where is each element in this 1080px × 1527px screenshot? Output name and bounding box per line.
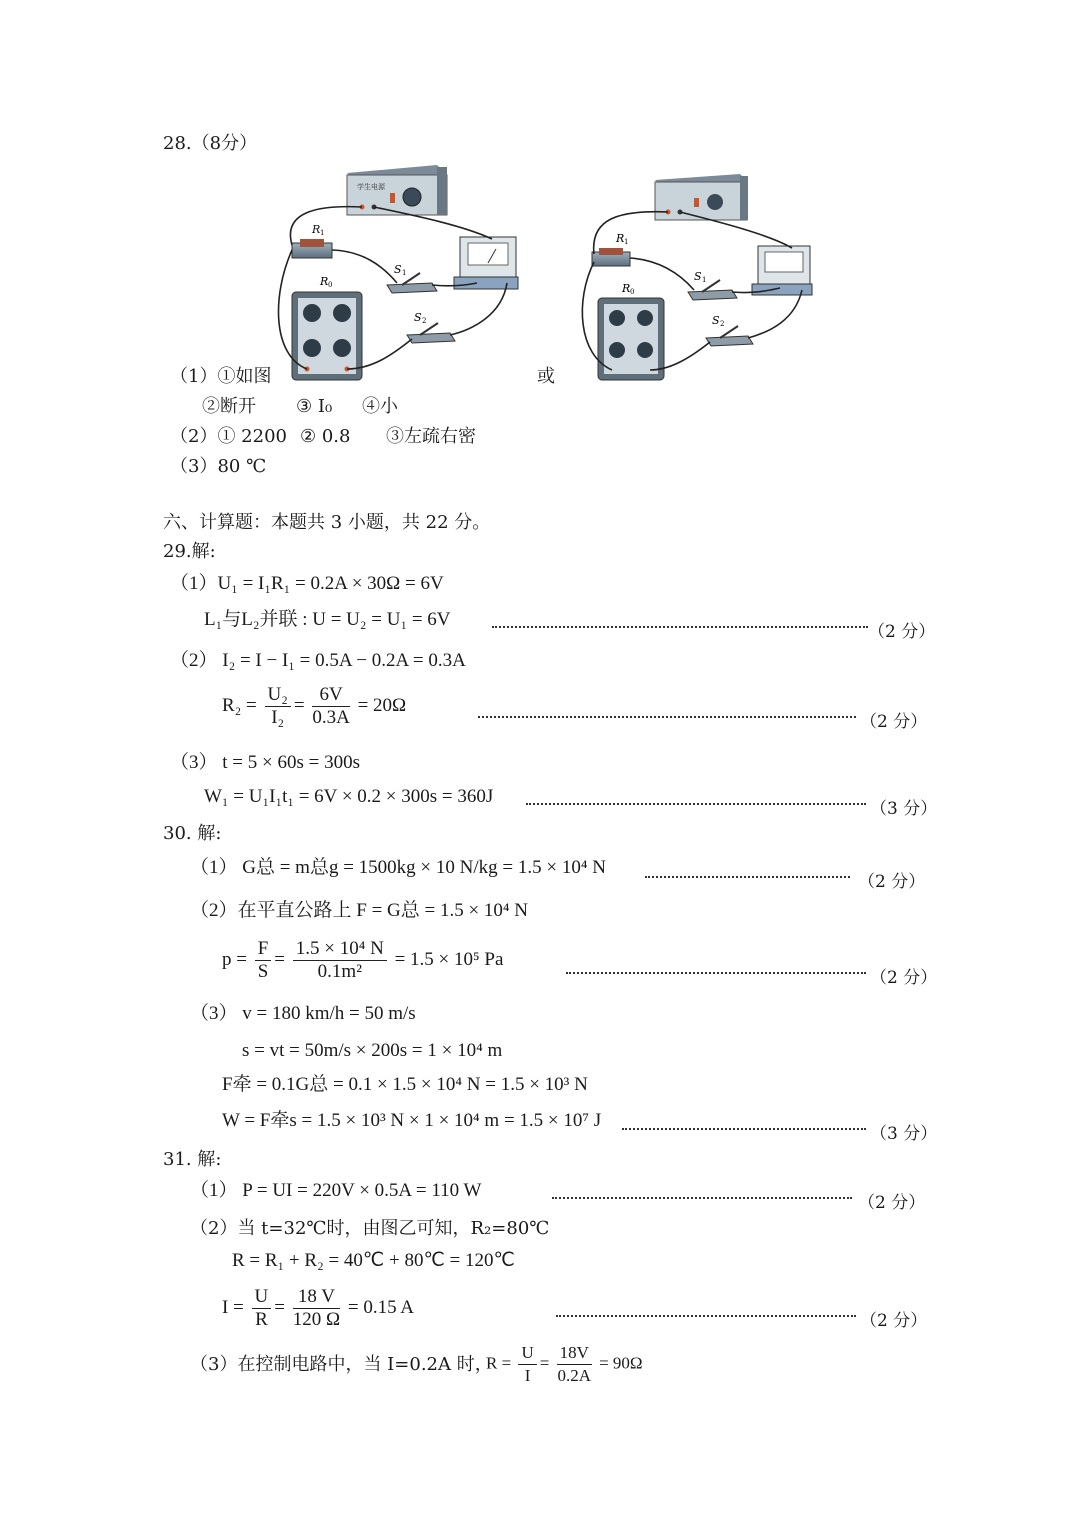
q28-p1-c: ④小 [362, 396, 398, 417]
svg-text:0: 0 [328, 281, 333, 289]
fraction: $\frac{\text{U₂}}{\text{I₂}}$ [265, 684, 291, 729]
q28-title: 28.（8分） [163, 133, 258, 154]
q31-line5: （3）在控制电路中，当 I=0.2A 时， [190, 1354, 493, 1375]
q31-line3: R = R₁ + R₂ = 40℃ + 80℃ = 120℃ [232, 1250, 515, 1271]
svg-text:1: 1 [320, 229, 325, 237]
q28-p2-c: ③左疏右密 [386, 426, 476, 447]
fraction: $\frac{18 V}{120 \Omega}$ [292, 1286, 341, 1330]
fraction: $\frac{18V}{0.2A}$ [557, 1343, 591, 1385]
q29-l4-points: （2 分） [860, 712, 928, 732]
resistor-r1 [592, 232, 630, 266]
q31-line1: （1） P = UI = 220V × 0.5A = 110 W [190, 1180, 482, 1201]
circuit-figure-2 [570, 170, 820, 385]
formula-lhs: p = [222, 948, 247, 970]
svg-text:R: R [320, 275, 329, 288]
formula-lhs: R₂ = [222, 694, 257, 716]
q30-line4: （3） v = 180 km/h = 50 m/s [190, 1003, 416, 1024]
switch-s2 [706, 314, 753, 346]
q29-line1: （1）U₁ = I₁R₁ = 0.2A × 30Ω = 6V [170, 573, 444, 594]
svg-text:S: S [394, 263, 402, 276]
q28-or: 或 [537, 366, 555, 387]
q28-p1-a: ②断开 [202, 396, 256, 417]
q29-l2-points: （2 分） [868, 622, 936, 642]
svg-text:1: 1 [402, 269, 407, 277]
q29-line5: （3） t = 5 × 60s = 300s [170, 752, 360, 773]
fraction: $\frac{6V}{0.3A}$ [312, 684, 350, 728]
power-supply [347, 165, 447, 215]
svg-text:R: R [622, 282, 631, 295]
formula-rhs: = 1.5 × 10⁵ Pa [394, 948, 504, 970]
fraction: $\frac{U}{I}$ [518, 1342, 536, 1387]
dotted-leader [552, 1197, 852, 1199]
dotted-leader [526, 803, 866, 805]
q30-l3-points: （2 分） [870, 968, 938, 988]
dotted-leader [556, 1315, 856, 1317]
svg-text:0: 0 [630, 288, 635, 296]
resistance-box-r0 [598, 282, 664, 380]
resistance-box-r0 [292, 275, 362, 380]
dotted-leader [478, 716, 856, 718]
q30-line7: W = F牵s = 1.5 × 10³ N × 1 × 10⁴ m = 1.5 × 10⁷ J [222, 1110, 602, 1131]
q31-line2: （2）当 t=32℃时，由图乙可知，R₂=80℃ [190, 1218, 550, 1239]
svg-text:2: 2 [720, 320, 725, 328]
q29-l6-points: （3 分） [870, 799, 938, 819]
svg-text:S: S [414, 311, 422, 324]
dotted-leader [645, 876, 850, 878]
q29-r2-formula: R₂ = $\frac{\text{U₂}}{\text{I₂}}$ = $\frac{6V}{0.3A}$ = 20Ω [222, 684, 407, 728]
q31-current-formula: I = $\frac{U}{R}$ = $\frac{18 V}{120 \Omega}$ = 0.15 A [222, 1286, 415, 1330]
svg-text:R: R [312, 223, 321, 236]
formula-lhs: I = [222, 1296, 244, 1318]
formula-rhs: = 90Ω [599, 1353, 643, 1373]
dotted-leader [622, 1128, 866, 1130]
q29-title: 29.解: [163, 541, 216, 562]
power-supply [655, 174, 748, 220]
q28-p1-b: ③ I₀ [296, 396, 333, 417]
power-label: 学生电源 [357, 183, 385, 191]
q30-title: 30. 解: [163, 823, 222, 844]
fraction: $\frac{\text{1.5 × 10⁴ N}}{\text{0.1m²}}$ [293, 938, 387, 983]
q28-p2-b: ② 0.8 [300, 426, 351, 447]
switch-s2 [407, 311, 455, 343]
svg-text:1: 1 [624, 238, 629, 246]
q30-line1: （1） G总 = m总g = 1500kg × 10 N/kg = 1.5 × 10⁴ N [190, 857, 606, 878]
ammeter [454, 237, 518, 289]
switch-s1 [387, 263, 437, 293]
q30-line6: F牵 = 0.1G总 = 0.1 × 1.5 × 10⁴ N = 1.5 × 10³ N [222, 1074, 588, 1095]
ammeter [752, 246, 812, 295]
dotted-leader [566, 972, 866, 974]
svg-text:S: S [694, 270, 702, 283]
section-6-heading: 六、计算题：本题共 3 小题，共 22 分。 [163, 512, 491, 533]
q28-p3: （3）80 ℃ [170, 456, 267, 477]
svg-text:R: R [616, 232, 625, 245]
formula-lhs: R = [486, 1353, 512, 1373]
switch-s1 [688, 270, 737, 300]
formula-rhs: = 0.15 A [347, 1296, 415, 1318]
svg-text:S: S [712, 314, 720, 327]
q30-pressure-formula: p = $\frac{F}{S}$ = $\frac{\text{1.5 × 10⁴ N}}{\text{0.1m²}}$ = 1.5 × 10⁵ Pa [222, 938, 504, 982]
q28-part1-label: （1）①如图 [170, 366, 272, 387]
formula-rhs: = 20Ω [357, 694, 407, 716]
fraction: $\frac{U}{R}$ [252, 1286, 272, 1331]
resistor-r1 [292, 223, 332, 258]
q30-l7-points: （3 分） [870, 1124, 938, 1144]
q31-l4-points: （2 分） [860, 1311, 928, 1331]
q30-line5: s = vt = 50m/s × 200s = 1 × 10⁴ m [242, 1040, 503, 1061]
q30-line2: （2）在平直公路上 F = G总 = 1.5 × 10⁴ N [190, 900, 529, 921]
q30-l1-points: （2 分） [858, 872, 926, 892]
q28-p2-a: （2）① 2200 [170, 426, 287, 447]
q29-line3: （2） I₂ = I − I₁ = 0.5A − 0.2A = 0.3A [170, 650, 466, 671]
fraction: $\frac{F}{S}$ [255, 938, 272, 983]
svg-text:2: 2 [422, 317, 427, 325]
dotted-leader [492, 626, 868, 628]
q31-title: 31. 解: [163, 1149, 222, 1170]
q29-line6: W₁ = U₁I₁t₁ = 6V × 0.2 × 300s = 360J [204, 786, 494, 807]
circuit-figure-1 [262, 155, 532, 385]
q31-l1-points: （2 分） [858, 1193, 926, 1213]
svg-text:1: 1 [702, 276, 707, 284]
q29-line2: L₁与L₂并联 : U = U₂ = U₁ = 6V [204, 609, 451, 630]
q31-resistance-formula: R = $\frac{U}{I}$ = $\frac{18V}{0.2A}$ = 90Ω [486, 1343, 643, 1385]
